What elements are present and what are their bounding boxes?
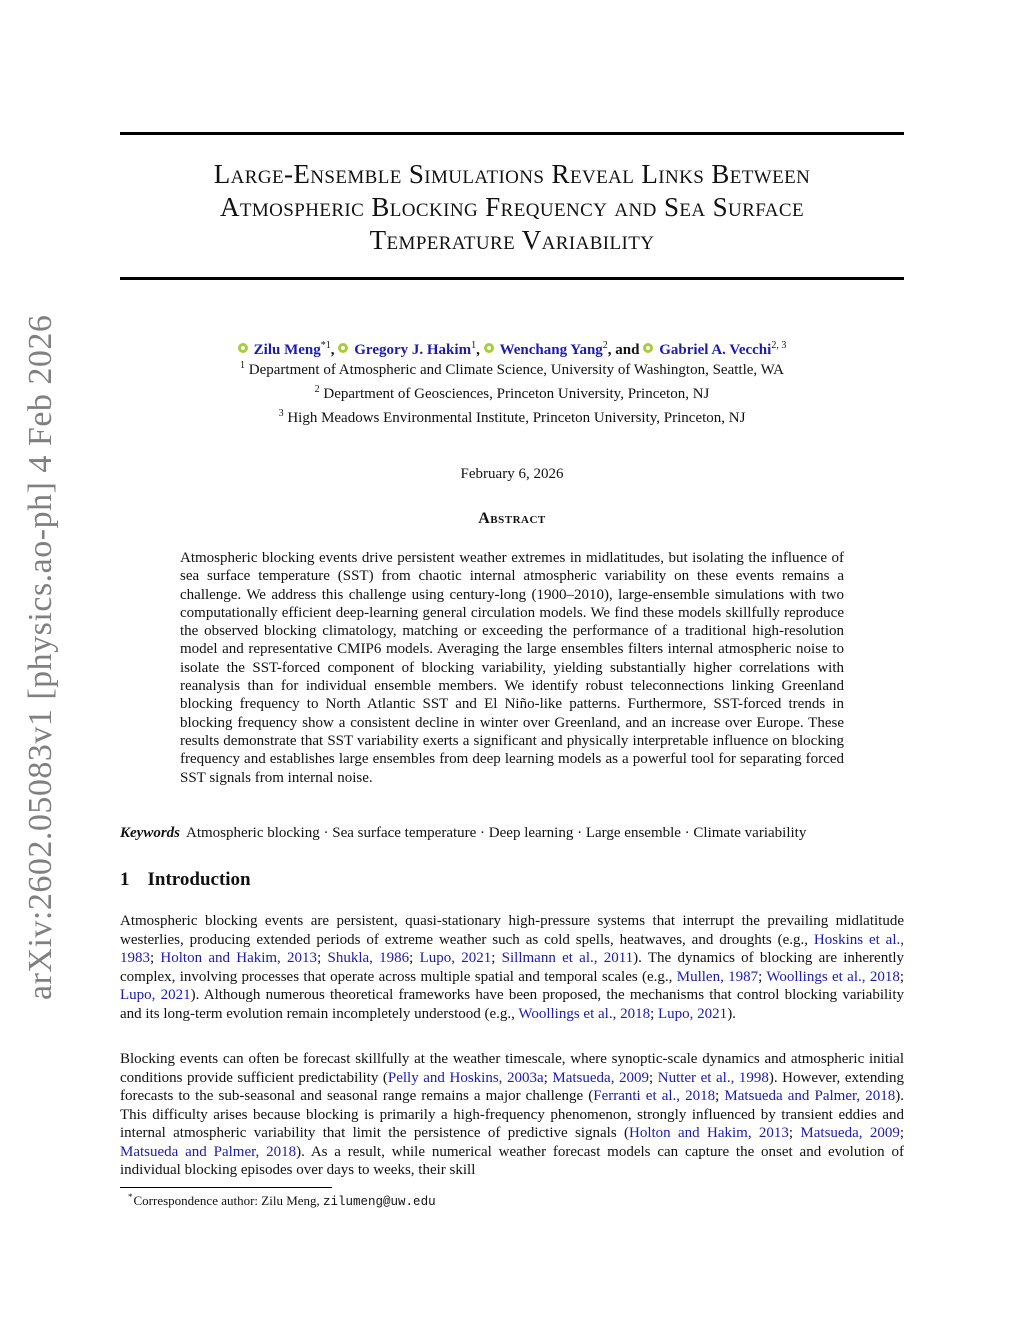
title-line: Temperature Variability [369,225,655,255]
author-name[interactable]: Gabriel A. Vecchi [659,342,772,358]
citation-link[interactable]: Pelly and Hoskins, 2003a [387,1069,544,1086]
author-superscript: 2, 3 [771,340,787,351]
paragraph-text: ; [649,1069,658,1086]
citation-link[interactable]: Ferranti et al., 2018 [593,1088,716,1104]
paragraph-text: ). Although numerous theoretical frameworks have been proposed, the mechanisms that control blocking variability and its long-term evolution remain incompletely understood (e.g., [120,987,904,1022]
citation-link[interactable]: Mullen, 1987 [676,968,759,985]
author-separator: , [476,342,480,358]
affiliation-list [120,356,904,428]
footnote-mark: * [128,1192,133,1202]
affiliation-number: 3 [278,408,284,419]
author-superscript: *1 [320,340,331,351]
paragraph-text: ; [543,1069,553,1086]
citation-link[interactable]: Woollings et al., 2018 [518,1005,651,1022]
paragraph-text: ; [317,950,328,966]
citation-link[interactable]: Hoskins et al., 1983 [120,931,905,966]
paper-title [120,158,904,257]
paragraph-text: ; [409,950,420,966]
paragraph-text: ; [150,950,161,966]
affiliation-number: 1 [240,360,246,371]
title-line: Atmospheric Blocking Frequency and Sea Surface [219,192,805,222]
intro-paragraph-2 [120,1050,904,1180]
arxiv-side-stamp: arXiv:2602.05083v1 [physics.ao-ph] 4 Feb 2026 [22,314,59,1000]
paragraph-text: ; [491,950,502,966]
title-rule-top [120,132,904,135]
orcid-icon[interactable] [484,343,494,353]
author-name[interactable]: Gregory J. Hakim [354,342,472,358]
paragraph-text: ). The dynamics of blocking are inherently complex, involving processes that operate across multiple spatial and temporal scales (e.g., [120,950,905,985]
title-rule-bottom [120,277,904,280]
citation-link[interactable]: Holton and Hakim, 2013 [160,950,318,966]
paper-date: February 6, 2026 [460,466,564,482]
section-number: 1 [120,869,130,890]
author-name[interactable]: Zilu Meng [253,342,321,358]
paragraph-text: ). However, extending forecasts to the sub-seasonal and seasonal range remains a major challenge ( [120,1069,905,1104]
citation-link[interactable]: Matsueda, 2009 [552,1069,649,1086]
author-name[interactable]: Wenchang Yang [499,342,603,358]
affiliation [120,380,904,404]
author-and: , and [607,342,640,358]
orcid-icon[interactable] [238,343,248,353]
keywords [120,824,904,843]
citation-link[interactable]: Matsueda and Palmer, 2018 [724,1088,896,1104]
affiliation [120,404,904,428]
citation-link[interactable]: Lupo, 2021 [419,950,492,966]
orcid-icon[interactable] [338,343,348,353]
paragraph-text: ; [715,1088,725,1104]
abstract-heading: Abstract [478,510,546,527]
keywords-label: Keywords [120,825,180,841]
paragraph-text: ). As a result, while numerical weather forecast models can capture the onset and evolution of individual blocking episodes over days to weeks, their skill [120,1143,904,1178]
footnote-text: Correspondence author: Zilu Meng, [133,1193,324,1208]
citation-link[interactable]: Woollings et al., 2018 [766,968,900,985]
citation-link[interactable]: Lupo, 2021 [120,987,191,1003]
paragraph-text: Blocking events can often be forecast skillfully at the weather timescale, where synoptic-scale dynamics and atmospheric initial conditions provide sufficient predictability ( [120,1051,904,1086]
paragraph-text: ). [727,1005,736,1022]
affiliation [120,356,904,380]
paragraph-text: ; [899,1125,904,1141]
citation-link[interactable]: Holton and Hakim, 2013 [629,1125,789,1141]
citation-link[interactable]: Matsueda, 2009 [800,1125,900,1141]
footnote [128,1192,436,1209]
footnote-email[interactable]: zilumeng@uw.edu [323,1195,436,1209]
citation-link[interactable]: Matsueda and Palmer, 2018 [120,1143,297,1160]
paragraph-text: ; [899,968,904,985]
citation-link[interactable]: Shukla, 1986 [327,950,410,966]
author-superscript: 2 [602,340,608,351]
citation-link[interactable]: Nutter et al., 1998 [657,1069,769,1086]
keywords-list: Atmospheric blocking · Sea surface temperature · Deep learning · Large ensemble · Climate variability [186,825,807,841]
affiliation-text: Department of Geosciences, Princeton University, Princeton, NJ [323,386,710,402]
affiliation-number: 2 [314,384,320,395]
section-title: Introduction [147,869,251,890]
footnote-rule [120,1187,332,1188]
paragraph-text: ; [650,1005,659,1022]
citation-link[interactable]: Lupo, 2021 [658,1005,728,1022]
citation-link[interactable]: Sillmann et al., 2011 [501,950,634,966]
paragraph-text: ; [788,1125,801,1141]
abstract-text: Atmospheric blocking events drive persistent weather extremes in midlatitudes, but isolating the influence of sea surface temperature (SST) from chaotic internal atmospheric variability on these events remains a challenge. We address this challenge using century-long (1900–2010), large-ensemble simulations with two computationally efficient deep-learning general circulation models. We find these models skillfully reproduce the observed blocking climatology, matching or exceeding the performance of a traditional high-resolution model and representative CMIP6 models. Averaging the large ensembles filters internal atmospheric noise to isolate the SST-forced component of blocking variability, yielding substantially higher correlations with reanalysis than for individual ensemble members. We identify robust teleconnections linking Greenland blocking frequency to North Atlantic SST and El Niño-like patterns. Furthermore, SST-forced trends in blocking frequency show a consistent decline in winter over Greenland, and an increase over Europe. These results demonstrate that SST variability exerts a significant and physically interpretable influence on blocking frequency and establishes large ensembles from deep learning models as a powerful tool for separating forced SST signals from internal noise. [180,550,844,786]
affiliation-text: High Meadows Environmental Institute, Princeton University, Princeton, NJ [287,410,746,426]
paragraph-text: ; [758,968,767,985]
intro-paragraph-1 [120,912,904,1023]
paragraph-text: Atmospheric blocking events are persistent, quasi-stationary high-pressure systems that interrupt the prevailing midlatitude westerlies, producing extended periods of extreme weather such as cold spells, heatwaves, and droughts (e.g., [120,913,904,948]
paragraph-text: ). This difficulty arises because blocking is primarily a high-frequency phenomenon, strongly influenced by transient eddies and internal atmospheric variability that limit the persistence of predictive signals ( [120,1088,904,1141]
orcid-icon[interactable] [643,343,653,353]
title-line: Large-Ensemble Simulations Reveal Links Between [213,159,811,189]
section-heading [120,869,251,891]
author-separator: , [330,342,335,358]
author-superscript: 1 [471,340,477,351]
affiliation-text: Department of Atmospheric and Climate Science, University of Washington, Seattle, WA [248,362,784,378]
